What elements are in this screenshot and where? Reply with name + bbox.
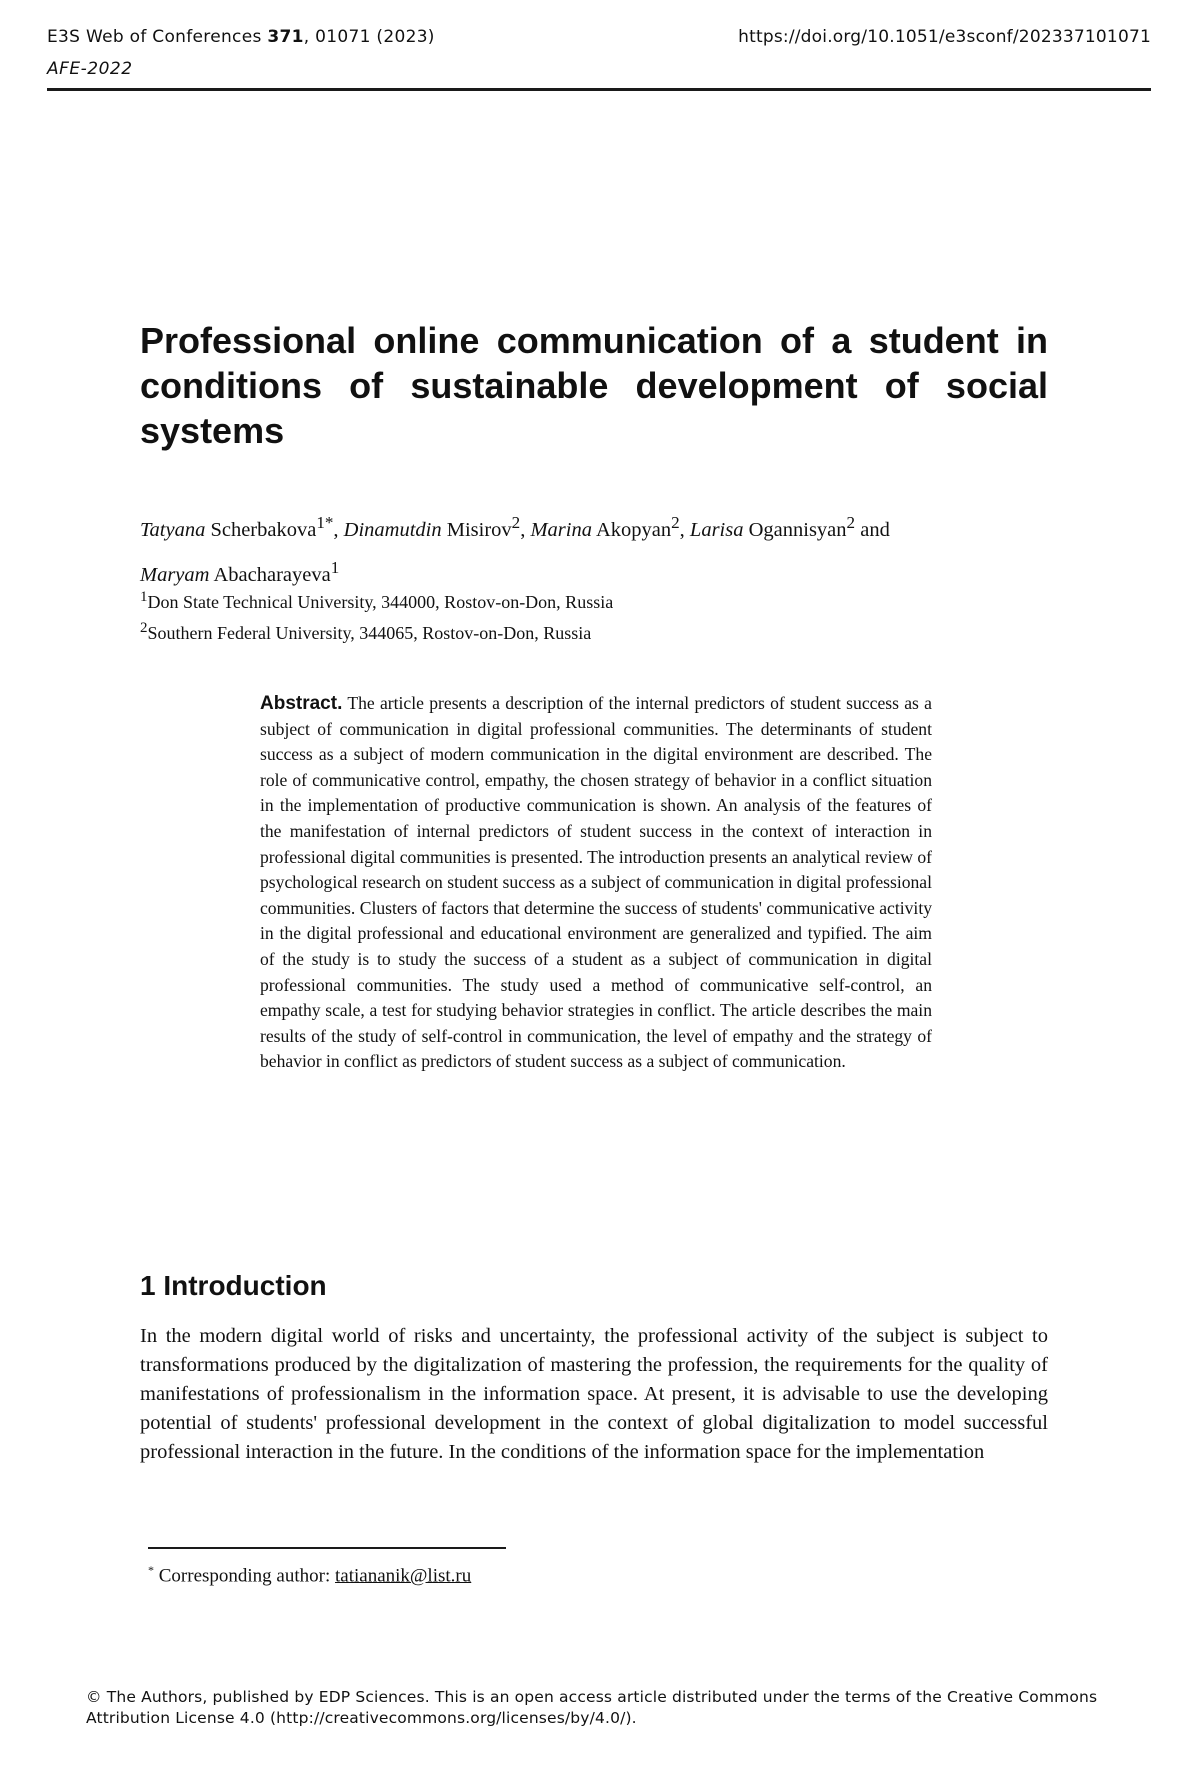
footnote: * Corresponding author: tatiananik@list.ru [148,1563,472,1587]
conference-name: AFE-2022 [47,59,133,79]
affiliation: $^1$Don State Technical University, 344000, Rostov-on-Don, Russia [140,589,614,612]
author-email-link[interactable]: tatiananik@list.ru [335,1565,472,1587]
journal-citation [47,27,435,47]
abstract-label: Abstract. [260,693,343,714]
section-text: In the modern digital world of risks and uncertainty, the professional activity of the subject is subject to transformations produced by the digitalization of mastering the profession, the requirements for the quality of manifestations of professionalism in the information space. At present, it is advisable to use the developing potential of students' professional development in the context of global digitalization to model successful professional interaction in the future. In the conditions of the information space for the implementation [140,1325,1048,1463]
affiliation: $^2$Southern Federal University, 344065, Rostov-on-Don, Russia [140,620,592,643]
abstract [260,691,932,1075]
page-header [47,22,1151,91]
doi-link[interactable]: https://doi.org/10.1051/e3sconf/202337101071 [738,27,1151,47]
affiliations [140,584,613,646]
author: Dinamutdin Misirov$^2$ [343,513,521,541]
journal-name: E3S Web of Conferences [47,27,262,47]
author: Maryam Abacharayeva$^1$ [140,557,340,586]
author-list: Tatyana Scherbakova$^{1*}$, Dinamutdin Misirov$^2$, Marina Akopyan$^2$, Larisa Ogannisyan$^2$ and Maryam Abacharayeva$^1$ [140,513,890,586]
section-heading: 1 Introduction [140,1270,327,1301]
paper-title: Professional online communication of a student in conditions of sustainable development of social systems [140,320,1048,451]
journal-volume: 371 [267,27,304,47]
author: Tatyana Scherbakova$^{1*}$ [140,513,334,541]
abstract-text: The article presents a description of the internal predictors of student success as a subject of communication in digital professional communities. The determinants of student success as a subject of modern communication in the digital environment are described. The role of communicative control, empathy, the chosen strategy of behavior in a conflict situation in the implementation of productive communication is shown. An analysis of the features of the manifestation of internal predictors of student success in the context of interaction in professional digital communities is presented. The introduction presents an analytical review of psychological research on student success as a subject of communication in digital professional communities. Clusters of factors that determine the success of students' communicative activity in the digital professional and educational environment are generalized and typified. The aim of the study is to study the success of a student as a subject of communication in digital professional communities. The study used a method of communicative self-control, an empathy scale, a test for studying behavior strategies in conflict. The article describes the main results of the study of self-control in communication, the level of empathy and the strategy of behavior in conflict as predictors of student success as a subject of communication. [260,693,932,1072]
article-number: , 01071 (2023) [303,27,435,47]
license-notice: © The Authors, published by EDP Sciences. This is an open access article distributed under the terms of the Creative Commons Attribution License 4.0 (http://creativecommons.org/licenses/by/4.0/). [86,1688,1098,1727]
footnote-divider [148,1547,506,1549]
author: Marina Akopyan$^2$ [530,513,680,541]
author: Larisa Ogannisyan$^2$ [689,513,856,541]
